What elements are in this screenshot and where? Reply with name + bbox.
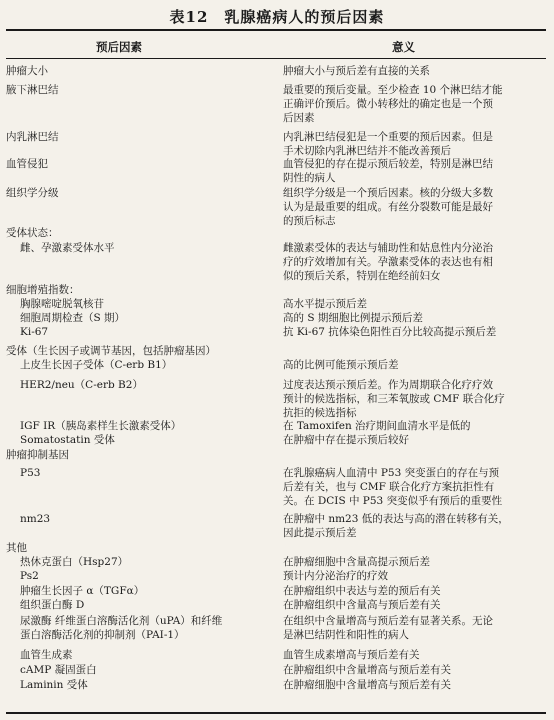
factor-cell [6,83,274,97]
factor-text: 上皮生长因子受体（C-erb B1） [20,359,173,371]
bottom-rule [6,712,546,714]
factor-text: P53 [20,467,41,479]
meaning-text: 后因素 [283,112,315,124]
factor-text: 细胞增殖指数： [6,284,80,296]
meaning-text: 组织学分级是一个预后因素。核的分级大多数 [283,187,493,199]
factor-cell [20,433,288,447]
meaning-text: 手术切除内乳淋巴结并不能改善预后 [283,145,451,157]
factor-cell [20,241,288,255]
factor-cell [20,648,288,662]
meaning-cell [283,648,543,662]
factor-text: 组织学分级 [6,187,59,199]
meaning-text: 在肿瘤中 nm23 低的表达与高的潜在转移有关， [283,513,509,525]
meaning-cell [283,311,543,325]
meaning-cell [283,598,543,612]
meaning-text: 预计内分泌治疗的疗效 [283,570,388,582]
meaning-text: 在肿瘤细胞中含量增高与预后差有关 [283,679,451,691]
meaning-cell [283,186,543,228]
meaning-text: 在组织中含量增高与预后差有显著关系。无论 [283,615,493,627]
factor-cell [6,130,274,144]
factor-cell [20,311,288,325]
meaning-cell [283,512,543,540]
meaning-text: 关。在 DCIS 中 P53 突变似乎有预后的重要性 [283,495,503,507]
factor-text: 其他 [6,542,27,554]
meaning-text: 在乳腺癌病人血清中 P53 突变蛋白的存在与预 [283,467,500,479]
factor-cell [6,157,274,171]
meaning-cell [283,584,543,598]
factor-cell [6,64,274,78]
top-rule [6,29,546,31]
meaning-text: 后差有关，也与 CMF 联合化疗方案抗拒性有 [283,481,495,493]
factor-cell [20,358,288,372]
meaning-cell [283,378,543,420]
meaning-text: 高的比例可能预示预后差 [283,359,399,371]
factor-text: 腋下淋巴结 [6,84,59,96]
factor-cell [6,226,274,240]
factor-cell [20,512,288,526]
factor-text: 肿瘤生长因子 α（TGFα） [20,585,145,597]
meaning-cell [283,64,543,78]
meaning-cell [283,358,543,372]
table-title: 表12 乳腺癌病人的预后因素 [169,8,385,26]
meaning-text: 认为是最重要的组成。有丝分裂数可能是最好 [283,201,493,213]
meaning-text: 血管生成素增高与预后差有关 [283,649,420,661]
meaning-cell [283,555,543,569]
factor-cell [20,325,288,339]
factor-cell [6,283,274,297]
factor-text: Ps2 [20,570,39,582]
meaning-text: 疗的疗效增加有关。孕激素受体的表达也有相 [283,256,493,268]
header-rule [6,58,546,59]
factor-text: 组织蛋白酶 D [20,599,85,611]
meaning-text: 最重要的预后变量。至少检查 10 个淋巴结才能 [283,84,503,96]
factor-text: 受体状态： [6,227,59,239]
meaning-text: 内乳淋巴结侵犯是一个重要的预后因素。但是 [283,131,493,143]
meaning-cell [283,325,543,339]
factor-cell [6,541,274,555]
meaning-cell [283,433,543,447]
meaning-text: 在肿瘤组织中表达与差的预后有关 [283,585,441,597]
meaning-text: 抗拒的候选指标 [283,407,357,419]
factor-cell [20,419,288,433]
meaning-text: 高的 S 期细胞比例提示预后差 [283,312,423,324]
factor-text: 血管生成素 [20,649,73,661]
meaning-text: 抗 Ki-67 抗体染色阳性百分比较高提示预后差 [283,326,497,338]
factor-text: Laminin 受体 [20,679,88,691]
factor-cell [20,569,288,583]
meaning-text: 正确评价预后。微小转移灶的确定也是一个预 [283,98,493,110]
meaning-text: 因此提示预后差 [283,527,357,539]
factor-text: 蛋白溶酶活化剂的抑制剂（PAI-1） [20,629,185,641]
meaning-text: 雌激素受体的表达与辅助性和姑息性内分泌治 [283,242,493,254]
header-factor: 预后因素 [96,40,142,54]
factor-text: 肿瘤抑制基因 [6,449,69,461]
meaning-cell [283,157,543,185]
factor-cell [20,598,288,612]
factor-text: 肿瘤大小 [6,65,48,77]
header-meaning: 意义 [392,40,415,54]
factor-cell [20,378,288,392]
factor-cell [6,344,274,358]
meaning-text: 似的预后关系，特别在绝经前妇女 [283,270,441,282]
factor-text: 细胞周期检查（S 期） [20,312,126,324]
factor-text: 热休克蛋白（Hsp27） [20,556,129,568]
meaning-cell [283,678,543,692]
meaning-cell [283,241,543,283]
factor-text: 内乳淋巴结 [6,131,59,143]
meaning-cell [283,466,543,508]
meaning-cell [283,663,543,677]
factor-text: IGF IR（胰岛素样生长激素受体） [20,420,182,432]
factor-cell [6,186,274,200]
meaning-text: 过度表达预示预后差。作为周期联合化疗疗效 [283,379,493,391]
meaning-cell [283,569,543,583]
factor-text: 血管侵犯 [6,158,48,170]
factor-cell [20,555,288,569]
meaning-text: 预计的候选指标，和三苯氧胺或 CMF 联合化疗 [283,393,505,405]
meaning-text: 高水平提示预后差 [283,298,367,310]
meaning-cell [283,83,543,125]
meaning-text: 在 Tamoxifen 治疗期间血清水平是低的 [283,420,471,432]
factor-cell [20,678,288,692]
meaning-text: 在肿瘤细胞中含量高提示预后差 [283,556,430,568]
meaning-text: 是淋巴结阴性和阳性的病人 [283,629,409,641]
meaning-cell [283,419,543,433]
meaning-text: 在肿瘤中存在提示预后较好 [283,434,409,446]
factor-cell [20,584,288,598]
factor-text: nm23 [20,513,51,525]
meaning-cell [283,614,543,642]
factor-cell [6,448,274,462]
factor-cell [20,297,288,311]
meaning-text: 血管侵犯的存在提示预后较差，特别是淋巴结 [283,158,493,170]
factor-text: Ki-67 [20,326,49,338]
meaning-text: 阴性的病人 [283,172,336,184]
factor-text: 受体（生长因子或调节基因，包括肿瘤基因） [6,345,216,357]
meaning-text: 在肿瘤组织中含量高与预后差有关 [283,599,441,611]
factor-text: cAMP 凝固蛋白 [20,664,97,676]
factor-text: 雌、孕激素受体水平 [20,242,115,254]
factor-text: HER2/neu（C-erb B2） [20,379,143,391]
meaning-cell [283,130,543,158]
factor-cell [20,663,288,677]
factor-text: 尿激酶 纤维蛋白溶酶活化剂（uPA）和纤维 [20,615,223,627]
factor-text: 胸腺嘧啶脱氧核苷 [20,298,104,310]
factor-cell [20,466,288,480]
factor-cell [20,614,288,642]
meaning-text: 的预后标志 [283,215,336,227]
meaning-text: 在肿瘤组织中含量增高与预后差有关 [283,664,451,676]
meaning-cell [283,297,543,311]
factor-text: Somatostatin 受体 [20,434,115,446]
meaning-text: 肿瘤大小与预后差有直接的关系 [283,65,430,77]
